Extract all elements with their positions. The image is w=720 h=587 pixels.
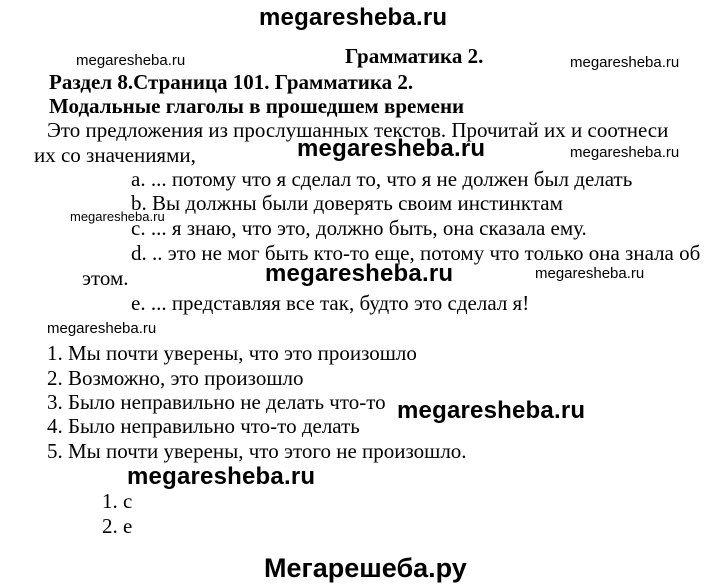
sentence-c: c. ... я знаю, что это, должно быть, она сказала ему.	[131, 216, 587, 240]
watermark-header-left: megaresheba.ru	[76, 52, 186, 69]
watermark-mid-2-small: megaresheba.ru	[535, 265, 645, 282]
page-subtitle: Раздел 8.Страница 101. Грамматика 2.	[49, 70, 414, 94]
sentence-b: b. Вы должны были доверять своим инстинктам	[131, 191, 563, 215]
meaning-3: 3. Было неправильно не делать что-то	[47, 390, 386, 414]
watermark-header-right: megaresheba.ru	[570, 54, 680, 71]
watermark-mid-1-small: megaresheba.ru	[570, 144, 680, 161]
watermark-answers: megaresheba.ru	[127, 463, 316, 490]
intro-line-1: Это предложения из прослушанных текстов. Прочитай их и соотнеси	[47, 118, 669, 142]
sentence-d-continued: этом.	[82, 266, 129, 290]
sentence-d: d. .. это не мог быть кто-то еще, потому что только она знала об	[131, 241, 701, 265]
answer-1: 1. c	[102, 489, 133, 513]
footer-brand: Мегарешеба.ру	[264, 553, 467, 583]
section-title: Грамматика 2.	[345, 44, 484, 68]
watermark-in-list: megaresheba.ru	[397, 397, 586, 424]
topic-heading: Модальные глаголы в прошедшем времени	[49, 94, 465, 118]
answer-2: 2. e	[102, 514, 133, 538]
watermark-before-list: megaresheba.ru	[47, 320, 157, 337]
meaning-5: 5. Мы почти уверены, что этого не произошло.	[47, 439, 467, 463]
watermark-top: megaresheba.ru	[259, 4, 448, 31]
meaning-4: 4. Было неправильно что-то делать	[47, 414, 360, 438]
meaning-1: 1. Мы почти уверены, что это произошло	[47, 341, 417, 365]
watermark-mid-2: megaresheba.ru	[265, 260, 454, 287]
meaning-2: 2. Возможно, это произошло	[47, 366, 304, 390]
watermark-mid-1: megaresheba.ru	[297, 135, 486, 162]
sentence-a: a. ... потому что я сделал то, что я не должен был делать	[131, 167, 633, 191]
sentence-e: e. ... представляя все так, будто это сделал я!	[131, 291, 530, 315]
watermark-tiny: megaresheba.ru	[70, 209, 165, 224]
intro-line-2: их со значениями,	[34, 143, 196, 167]
